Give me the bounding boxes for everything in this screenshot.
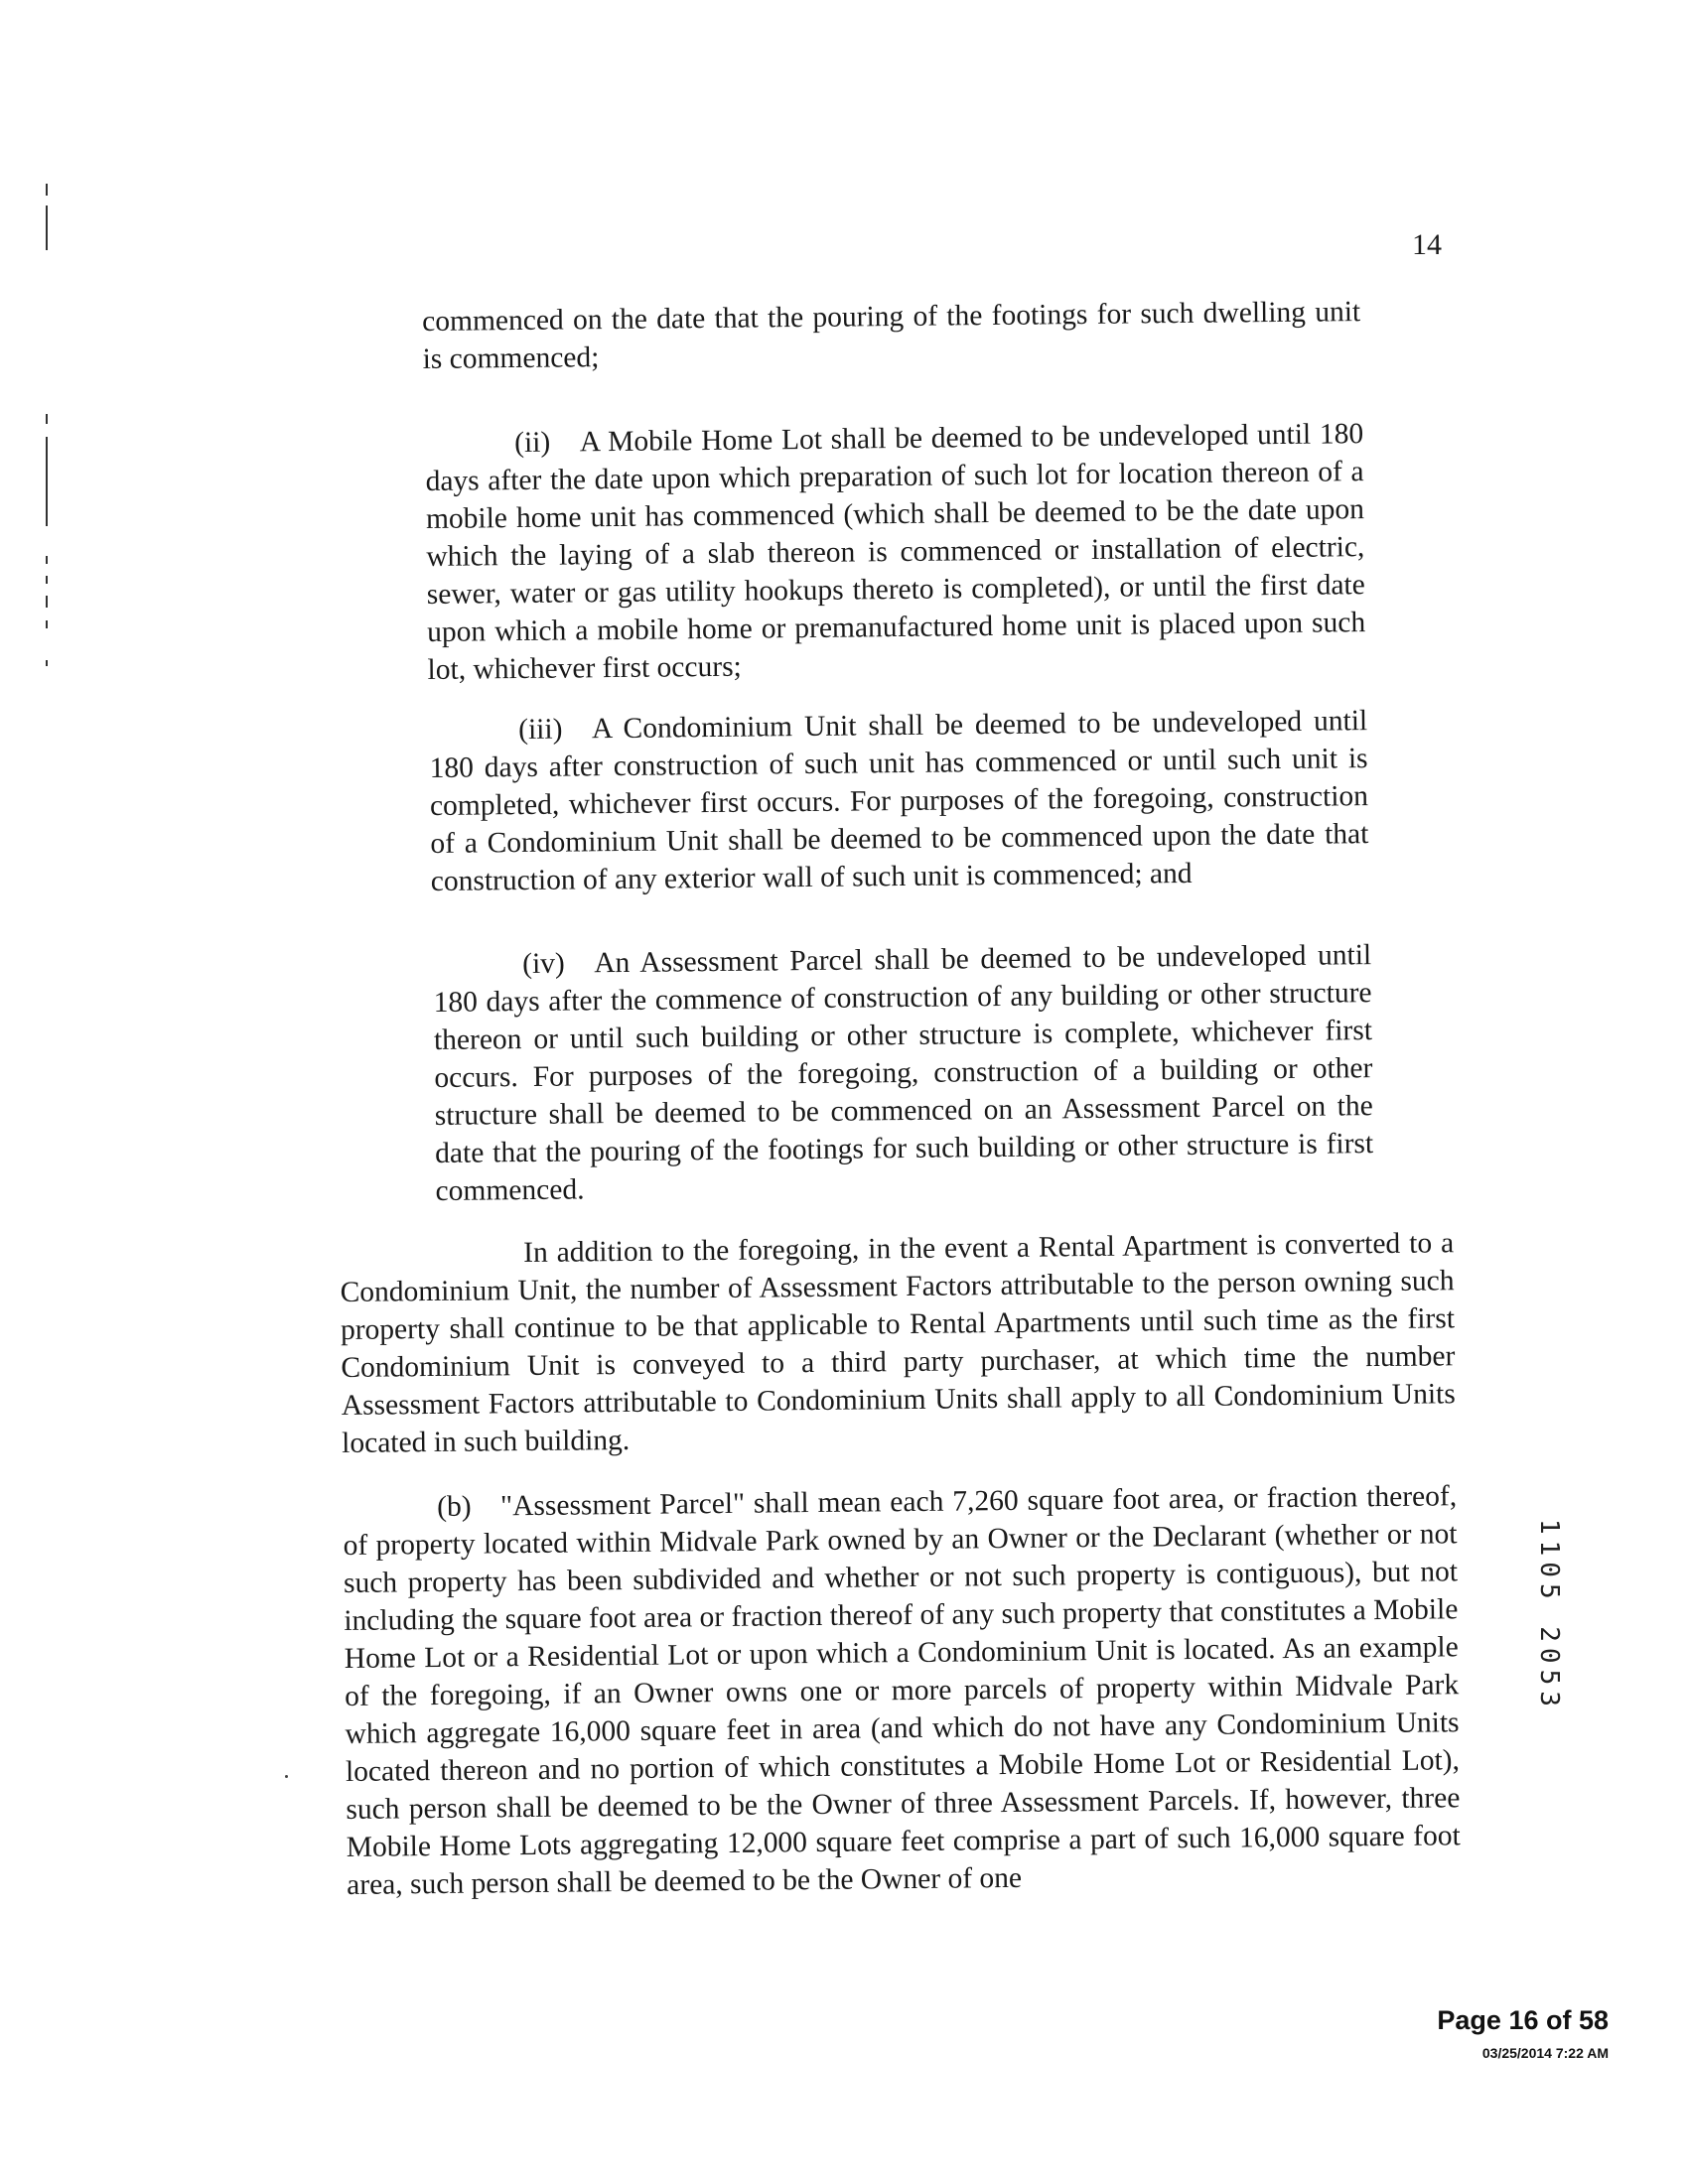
footer-page-label: Page 16 of 58 xyxy=(1437,2005,1609,2035)
scan-speck xyxy=(285,1775,288,1778)
subsection-iv: (iv) An Assessment Parcel shall be deemed to be undeveloped until 180 days after the commence of construction of any building or other structure thereon or until such building or other structure is complete, whichever first occurs. For purposes of the foregoing, construction of a building or other structure shall be deemed to be commenced on an Assessment Parcel on the date that the pouring of the footings for such building or other structure is first commenced. xyxy=(433,939,1374,1207)
page-number: 14 xyxy=(1412,228,1442,261)
addition-paragraph: In addition to the foregoing, in the event a Rental Apartment is converted to a Condominium Unit, the number of Assessment Factors attributable to the person owning such property shall continue to be that applicable to Rental Apartments until such time as the first Condominium Unit is conveyed to a third party purchaser, at which time the number Assessment Factors attributable to Condominium Units shall apply to all Condominium Units located in such building. xyxy=(340,1227,1456,1459)
footer-timestamp: 03/25/2014 7:22 AM xyxy=(1481,2045,1609,2061)
margin-scan-marks xyxy=(44,184,50,680)
subsection-ii: (ii) A Mobile Home Lot shall be deemed to be undeveloped until 180 days after the date upon which preparation of such lot for location thereon of a mobile home unit has commenced (which shall be deemed to be the date upon which the laying of a slab thereon is commenced or installation of electric, sewer, water or gas utility hookups thereto is completed), or until the first date upon which a mobile home or premanufactured home unit is placed upon such lot, whichever first occurs; xyxy=(425,418,1366,686)
recording-stamp-text: 1105 2053 xyxy=(1534,1519,1564,1712)
recording-stamp xyxy=(1534,1519,1564,1827)
continuation-paragraph: commenced on the date that the pouring of the footings for such dwelling unit is commenced; xyxy=(422,296,1361,375)
subsection-iii: (iii) A Condominium Unit shall be deemed to be undeveloped until 180 days after construction of such unit has commenced or until such unit is completed, whichever first occurs. For purposes of the foregoing, construction of a Condominium Unit shall be deemed to be commenced upon the date that construction of any exterior wall of such unit is commenced; and xyxy=(429,705,1369,897)
subsection-b: (b) "Assessment Parcel" shall mean each 7,260 square foot area, or fraction thereof, of property located within Midvale Park owned by an Owner or the Declarant (whether or not such property has been subdivided and whether or not such property is contiguous), but not including the square foot area or fraction thereof of any such property that constitutes a Mobile Home Lot or a Residential Lot or upon which a Condominium Unit is located. As an example of the foregoing, if an Owner owns one or more parcels of property within Midvale Park which aggregate 16,000 square feet in area (and which do not have any Condominium Units located thereon and no portion of which constitutes a Mobile Home Lot or Residential Lot), such person shall be deemed to be the Owner of three Assessment Parcels. If, however, three Mobile Home Lots aggregating 12,000 square feet comprise a part of such 16,000 square foot area, such person shall be deemed to be the Owner of one xyxy=(343,1480,1461,1901)
